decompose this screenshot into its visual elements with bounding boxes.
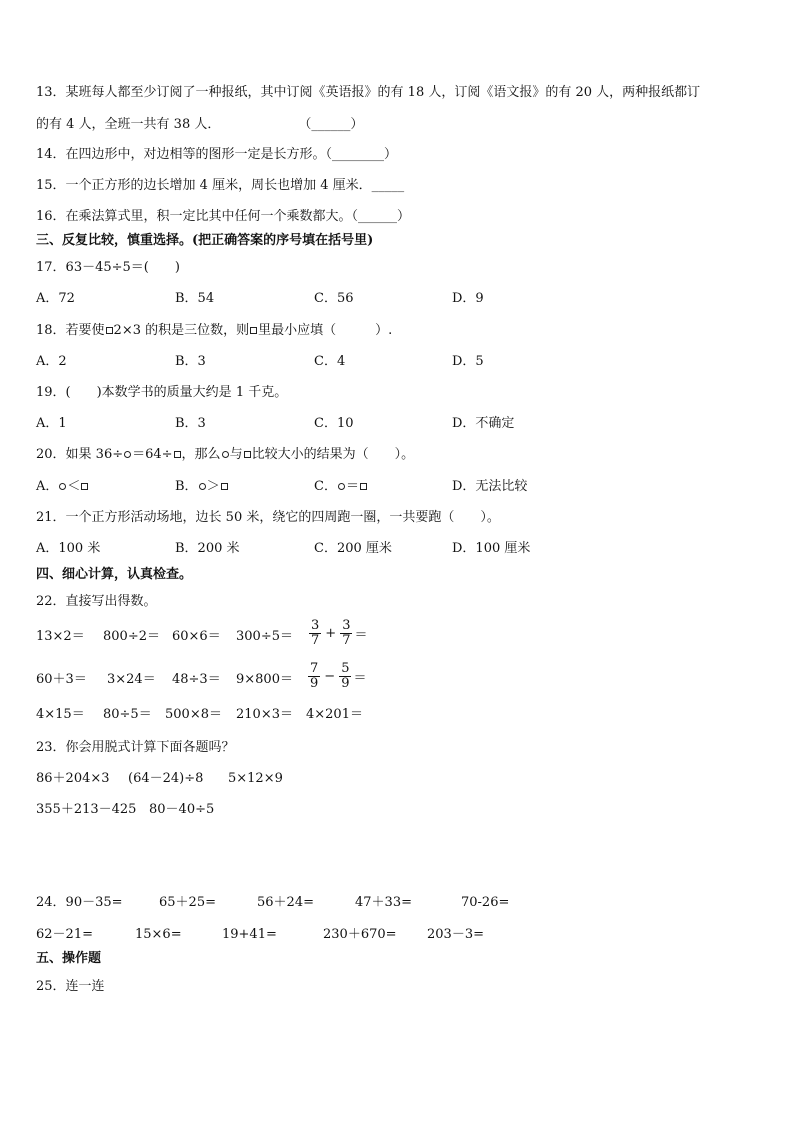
q23-r2-c1: 355＋213－425 [36,802,137,817]
q23-stem: 23．你会用脱式计算下面各题吗？ [36,740,235,755]
section-4-heading: 四、细心计算，认真检查。 [36,567,193,582]
q23-r2-c2: 80－40÷5 [149,802,215,817]
q13-line1: 13．某班每人都至少订阅了一种报纸，其中订阅《英语报》的有 18 人，订阅《语文报》的有 20 人，两种报纸都订 [36,85,701,100]
q24-r2-c2: 15×6= [135,927,182,942]
q19-option-b: B．3 [175,416,206,431]
q13-line2: 的有 4 人，全班一共有 38 人． （______） [36,117,364,132]
q24-r2-c1: 62－21= [36,927,93,942]
q24-r1-c4: 47＋33= [355,895,412,910]
q24-r1-c1: 24．90－35= [36,895,123,910]
square-symbol [174,451,181,458]
q24-r1-c2: 65＋25= [159,895,216,910]
q25-stem: 25．连一连 [36,979,105,994]
q22-r3-c1: 4×15＝ [36,707,85,722]
fraction: $\frac{3}{7}$ [311,618,320,648]
square-symbol [360,483,367,490]
q24-r2-c4: 230＋670= [323,927,397,942]
q18-option-b: B．3 [175,354,206,369]
q16: 16．在乘法算式里，积一定比其中任何一个乘数都大。（______） [36,209,411,224]
circle-symbol [338,483,345,490]
q18-option-a: A．2 [36,354,67,369]
q15: 15．一个正方形的边长增加 4 厘米，周长也增加 4 厘米．_____ [36,178,405,193]
q21-option-c: C．200 厘米 [314,541,392,556]
section-5-heading: 五、操作题 [36,951,102,966]
q22-stem: 22．直接写出得数。 [36,594,157,609]
q17-option-a: A．72 [36,291,75,306]
fraction: $\frac{5}{9}$ [341,661,350,691]
q21-option-d: D．100 厘米 [452,541,531,556]
circle-symbol [124,451,131,458]
q23-r1-c2: (64－24)÷8 [128,771,204,786]
q22-r1-fraction-expression: $\frac{3}{7}$ + $\frac{3}{7}$ ＝ [311,618,368,648]
q22-r2-c1: 60＋3＝ [36,672,87,687]
section-3-heading: 三、反复比较，慎重选择。(把正确答案的序号填在括号里) [36,233,374,248]
q22-r1-c1: 13×2＝ [36,629,85,644]
q24-r1-c3: 56＋24= [257,895,314,910]
q19-option-c: C．10 [314,416,354,431]
q23-r1-c1: 86＋204×3 [36,771,110,786]
circle-symbol [59,483,66,490]
square-symbol [106,327,113,334]
square-symbol [81,483,88,490]
q22-r3-c4: 210×3＝ [236,707,293,722]
q22-r3-c3: 500×8＝ [165,707,222,722]
q17-option-d: D．9 [452,291,484,306]
q17-stem: 17．63－45÷5＝( ) [36,260,180,275]
q22-r1-c3: 60×6＝ [172,629,221,644]
q18-stem: 18．若要使 2×3 的积是三位数，则 里最小应填（ ）. [36,323,393,338]
q22-r2-c4: 9×800＝ [236,672,293,687]
q22-r3-c5: 4×201＝ [306,707,363,722]
q19-option-a: A．1 [36,416,67,431]
q22-r2-fraction-expression: $\frac{7}{9}$ − $\frac{5}{9}$ ＝ [310,661,367,691]
q18-option-d: D．5 [452,354,484,369]
q20-option-d: D．无法比较 [452,479,528,494]
q23-r1-c3: 5×12×9 [228,771,283,786]
q17-option-b: B．54 [175,291,215,306]
q24-r2-c5: 203－3= [427,927,484,942]
q20-option-a: A． ＜ [36,478,89,496]
q22-r2-c3: 48÷3＝ [172,672,221,687]
q24-r2-c3: 19+41= [222,927,277,942]
square-symbol [244,451,251,458]
fraction: $\frac{7}{9}$ [310,661,319,691]
q22-r2-c2: 3×24＝ [107,672,156,687]
q20-option-b: B． ＞ [175,478,229,496]
q22-r3-c2: 80÷5＝ [103,707,152,722]
q21-option-a: A．100 米 [36,541,101,556]
q20-stem: 20．如果 36÷ ＝64÷ ，那么 与 比较大小的结果为（ ）。 [36,447,415,462]
square-symbol [221,483,228,490]
q22-r1-c2: 800÷2＝ [103,629,160,644]
q21-option-b: B．200 米 [175,541,240,556]
q19-stem: 19．( )本数学书的质量大约是 1 千克。 [36,385,288,400]
fraction: $\frac{3}{7}$ [342,618,351,648]
q20-option-c: C． ＝ [314,478,368,496]
q18-option-c: C．4 [314,354,346,369]
circle-symbol [222,451,229,458]
q14: 14．在四边形中，对边相等的图形一定是长方形。（________） [36,147,398,162]
q24-r1-c5: 70-26= [461,895,510,910]
q22-r1-c4: 300÷5＝ [236,629,293,644]
circle-symbol [199,483,206,490]
q21-stem: 21．一个正方形活动场地，边长 50 米，绕它的四周跑一圈，一共要跑（ ）。 [36,510,500,525]
square-symbol [250,327,257,334]
q19-option-d: D．不确定 [452,416,515,431]
q17-option-c: C．56 [314,291,354,306]
